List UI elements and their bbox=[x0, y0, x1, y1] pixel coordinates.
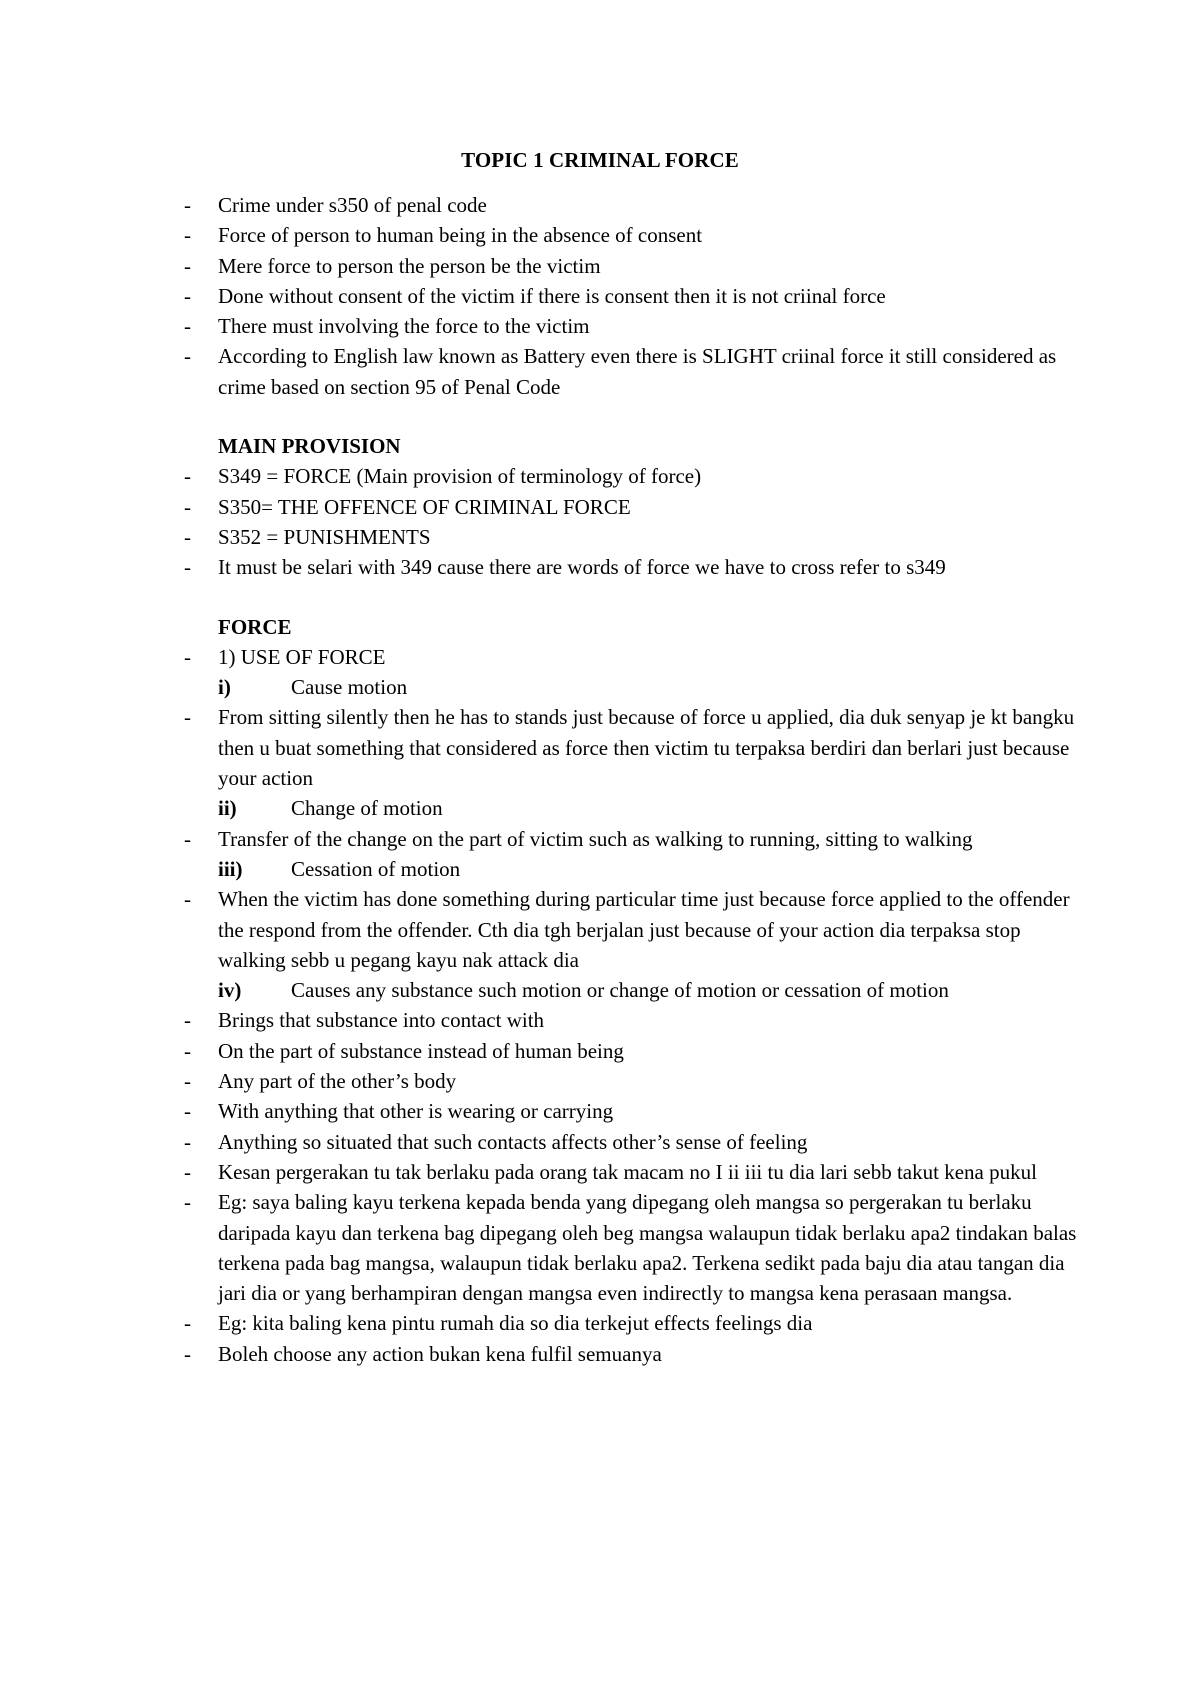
bullet-dash: - bbox=[184, 1069, 191, 1094]
bullet-dash: - bbox=[184, 1311, 191, 1336]
bullet-dash: - bbox=[184, 826, 191, 851]
force-heading: FORCE bbox=[218, 614, 292, 639]
list-item: - Kesan pergerakan tu tak berlaku pada orang tak macam no I ii iii tu dia lari sebb takut kena pukul bbox=[184, 1157, 1084, 1187]
bullet-dash: - bbox=[184, 1129, 191, 1154]
list-item: - Eg: saya baling kayu terkena kepada benda yang dipegang oleh mangsa so pergerakan tu berlaku daripada kayu dan terkena bag dipegang oleh beg mangsa walaupun tidak berlaku apa2 tindakan balas terkena pada bag mangsa, walaupun tidak berlaku apa2. Terkena sedikt pada baju dia atau tangan dia jari dia or yang berhampiran dengan mangsa even indirectly to mangsa kena perasaan mangsa. bbox=[184, 1187, 1084, 1308]
page-title: TOPIC 1 CRIMINAL FORCE bbox=[461, 148, 739, 172]
list-item: - From sitting silently then he has to stands just because of force u applied, dia duk senyap je kt bangku then u buat something that considered as force then victim tu terpaksa berdiri dan berlari just because your action bbox=[184, 702, 1084, 793]
sub-heading-i: i) Cause motion bbox=[184, 672, 1084, 702]
list-item: - S349 = FORCE (Main provision of terminology of force) bbox=[184, 461, 1084, 491]
bullet-dash: - bbox=[184, 193, 191, 217]
sub-number: iii) bbox=[218, 856, 243, 881]
sub-heading-ii: ii) Change of motion bbox=[184, 793, 1084, 823]
list-item: - On the part of substance instead of human being bbox=[184, 1036, 1084, 1066]
bullet-dash: - bbox=[184, 1190, 191, 1215]
sub-number: i) bbox=[218, 675, 231, 700]
bullet-dash: - bbox=[184, 253, 191, 278]
bullet-dash: - bbox=[184, 283, 191, 308]
bullet-dash: - bbox=[184, 887, 191, 912]
bullet-dash: - bbox=[184, 1038, 191, 1063]
bullet-dash: - bbox=[184, 494, 191, 519]
list-item: - S352 = PUNISHMENTS bbox=[184, 522, 1084, 552]
list-item: - Anything so situated that such contacts affects other’s sense of feeling bbox=[184, 1127, 1084, 1157]
list-item: - Mere force to person the person be the victim bbox=[184, 251, 1084, 281]
intro-list bbox=[184, 190, 1084, 402]
list-item: - When the victim has done something during particular time just because force applied to the offender the respond from the offender. Cth dia tgh berjalan just because of your action dia terpaksa stop walking sebb u pegang kayu nak attack dia bbox=[184, 884, 1084, 975]
bullet-dash: - bbox=[184, 1341, 191, 1366]
sub-number: ii) bbox=[218, 796, 237, 821]
bullet-dash: - bbox=[184, 1099, 191, 1124]
sub-number: iv) bbox=[218, 978, 242, 1003]
sub-heading-iii: iii) Cessation of motion bbox=[184, 854, 1084, 884]
bullet-dash: - bbox=[184, 464, 191, 489]
list-item: - Done without consent of the victim if there is consent then it is not criinal force bbox=[184, 281, 1084, 311]
list-item: - Crime under s350 of penal code bbox=[184, 190, 1084, 220]
list-item: - 1) USE OF FORCE bbox=[184, 642, 1084, 672]
bullet-dash: - bbox=[184, 644, 191, 669]
bullet-dash: - bbox=[184, 1008, 191, 1033]
list-item: - Boleh choose any action bukan kena fulfil semuanya bbox=[184, 1339, 1084, 1369]
main-provision-heading: MAIN PROVISION bbox=[218, 434, 401, 459]
list-item: - S350= THE OFFENCE OF CRIMINAL FORCE bbox=[184, 492, 1084, 522]
bullet-dash: - bbox=[184, 1159, 191, 1184]
list-item: - Force of person to human being in the absence of consent bbox=[184, 220, 1084, 250]
force-list bbox=[184, 642, 1084, 1369]
list-item: - It must be selari with 349 cause there are words of force we have to cross refer to s349 bbox=[184, 552, 1084, 582]
bullet-dash: - bbox=[184, 223, 191, 248]
list-item: - With anything that other is wearing or carrying bbox=[184, 1096, 1084, 1126]
list-item: - Transfer of the change on the part of victim such as walking to running, sitting to walking bbox=[184, 824, 1084, 854]
bullet-dash: - bbox=[184, 344, 191, 369]
document-body bbox=[184, 190, 1084, 1369]
list-item: - Brings that substance into contact with bbox=[184, 1005, 1084, 1035]
list-item: - There must involving the force to the victim bbox=[184, 311, 1084, 341]
list-item: - Eg: kita baling kena pintu rumah dia so dia terkejut effects feelings dia bbox=[184, 1308, 1084, 1338]
main-provision-list bbox=[184, 461, 1084, 582]
bullet-dash: - bbox=[184, 314, 191, 339]
list-item: - According to English law known as Battery even there is SLIGHT criinal force it still considered as crime based on section 95 of Penal Code bbox=[184, 341, 1084, 402]
sub-heading-iv: iv) Causes any substance such motion or change of motion or cessation of motion bbox=[184, 975, 1084, 1005]
list-item: - Any part of the other’s body bbox=[184, 1066, 1084, 1096]
bullet-dash: - bbox=[184, 555, 191, 580]
bullet-dash: - bbox=[184, 705, 191, 730]
bullet-dash: - bbox=[184, 524, 191, 549]
